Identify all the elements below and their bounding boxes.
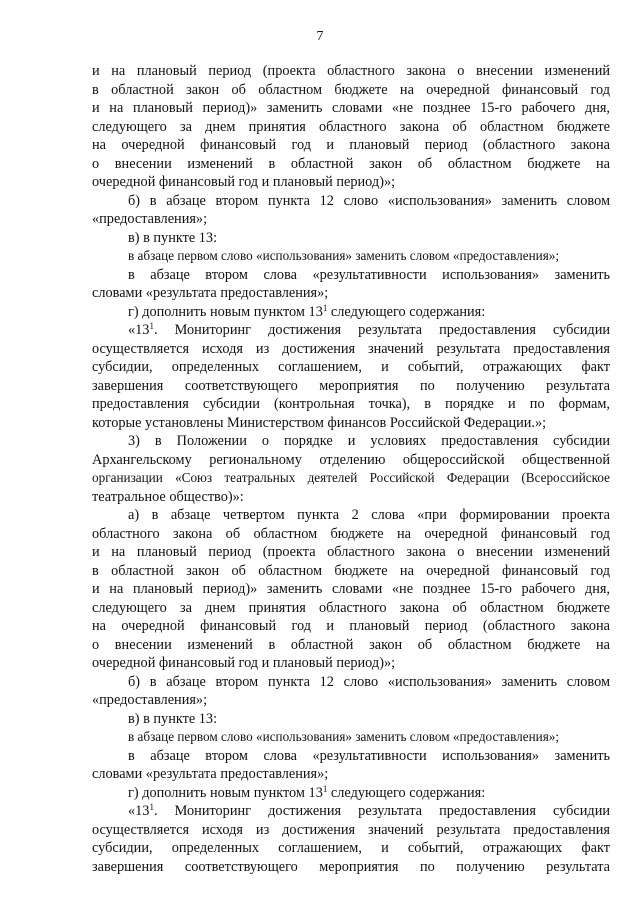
text-line: очередной финансовый год и плановый период)»; bbox=[92, 174, 396, 190]
text-line: а) в абзаце четвертом пункта 2 слова «при формировании проекта bbox=[128, 507, 610, 523]
text-line: субсидии, определенных соглашением, и событий, отражающих факт bbox=[92, 840, 610, 856]
text-line: завершения соответствующего мероприятия по получению результата bbox=[92, 377, 610, 394]
text-line: следующего за днем принятия областного закона об областном бюджете bbox=[92, 599, 610, 616]
page-number: 7 bbox=[316, 29, 324, 44]
text-line: в областной закон об областном бюджете на очередной финансовый год bbox=[92, 81, 610, 98]
text-line: о внесении изменений в областной закон об областном бюджете на bbox=[92, 155, 610, 172]
superscript-one: 1 bbox=[322, 302, 328, 313]
text-line: «$13^1$. Мониторинг достижения результата предоставления субсидии bbox=[128, 802, 610, 819]
text-line: на очередной финансовый год и плановый период (областного закона bbox=[92, 137, 610, 153]
text-line: в абзаце первом слово «использования» заменить словом «предоставления»; bbox=[128, 729, 560, 744]
text-line: на очередной финансовый год и плановый период (областного закона bbox=[92, 618, 610, 634]
text-line: в) в пункте 13: bbox=[128, 710, 218, 727]
text-line: осуществляется исходя из достижения значений результата предоставления bbox=[92, 821, 610, 838]
text-line: о внесении изменений в областной закон об областном бюджете на bbox=[92, 636, 610, 653]
text-line: г) дополнить новым пунктом $13^1$ следующего содержания: bbox=[128, 302, 486, 320]
text-line: словами «результата предоставления»; bbox=[92, 285, 329, 301]
text-line: словами «результата предоставления»; bbox=[92, 766, 329, 782]
text-line: в абзаце втором слова «результативности использования» заменить bbox=[128, 747, 610, 764]
text-line: в) в пункте 13: bbox=[128, 229, 218, 246]
text-line: в областной закон об областном бюджете на очередной финансовый год bbox=[92, 562, 610, 579]
text-line: осуществляется исходя из достижения значений результата предоставления bbox=[92, 340, 610, 357]
text-line: б) в абзаце втором пункта 12 слово «использования» заменить словом bbox=[128, 673, 610, 690]
text-line: и на плановый период)» заменить словами «не позднее 15-го рабочего дня, bbox=[92, 100, 610, 116]
text-line: в абзаце втором слова «результативности использования» заменить bbox=[128, 266, 610, 283]
text-line: «$13^1$. Мониторинг достижения результата предоставления субсидии bbox=[128, 321, 610, 338]
text-line: организации «Союз театральных деятелей Российской Федерации (Всероссийское bbox=[92, 470, 610, 485]
superscript-one: 1 bbox=[149, 321, 154, 331]
text-line: в абзаце первом слово «использования» заменить словом «предоставления»; bbox=[128, 248, 560, 263]
text-line: театральное общество)»: bbox=[92, 488, 244, 505]
text-line: следующего за днем принятия областного закона об областном бюджете bbox=[92, 118, 610, 135]
text-line: и на плановый период)» заменить словами «не позднее 15-го рабочего дня, bbox=[92, 581, 610, 597]
text-line: Архангельскому региональному отделению общероссийской общественной bbox=[92, 451, 610, 468]
text-line: «предоставления»; bbox=[92, 211, 208, 227]
text-line: предоставления субсидии (контрольная точка), в порядке и по формам, bbox=[92, 396, 610, 412]
text-line: и на плановый период (проекта областного закона о внесении изменений bbox=[92, 63, 610, 79]
text-line: областного закона об областном бюджете на очередной финансовый год bbox=[92, 525, 610, 542]
document-body bbox=[92, 62, 610, 876]
text-line: 3) в Положении о порядке и условиях предоставления субсидии bbox=[128, 433, 610, 449]
text-line: «предоставления»; bbox=[92, 692, 208, 708]
text-line: завершения соответствующего мероприятия по получению результата bbox=[92, 858, 610, 875]
text-line: и на плановый период (проекта областного закона о внесении изменений bbox=[92, 544, 610, 560]
text-line: субсидии, определенных соглашением, и событий, отражающих факт bbox=[92, 359, 610, 375]
superscript-one: 1 bbox=[149, 802, 154, 812]
text-line: г) дополнить новым пунктом $13^1$ следующего содержания: bbox=[128, 783, 486, 801]
text-line: которые установлены Министерством финансов Российской Федерации.»; bbox=[92, 414, 547, 431]
superscript-one: 1 bbox=[322, 783, 328, 794]
text-line: очередной финансовый год и плановый период)»; bbox=[92, 655, 396, 671]
text-line: б) в абзаце втором пункта 12 слово «использования» заменить словом bbox=[128, 192, 610, 209]
